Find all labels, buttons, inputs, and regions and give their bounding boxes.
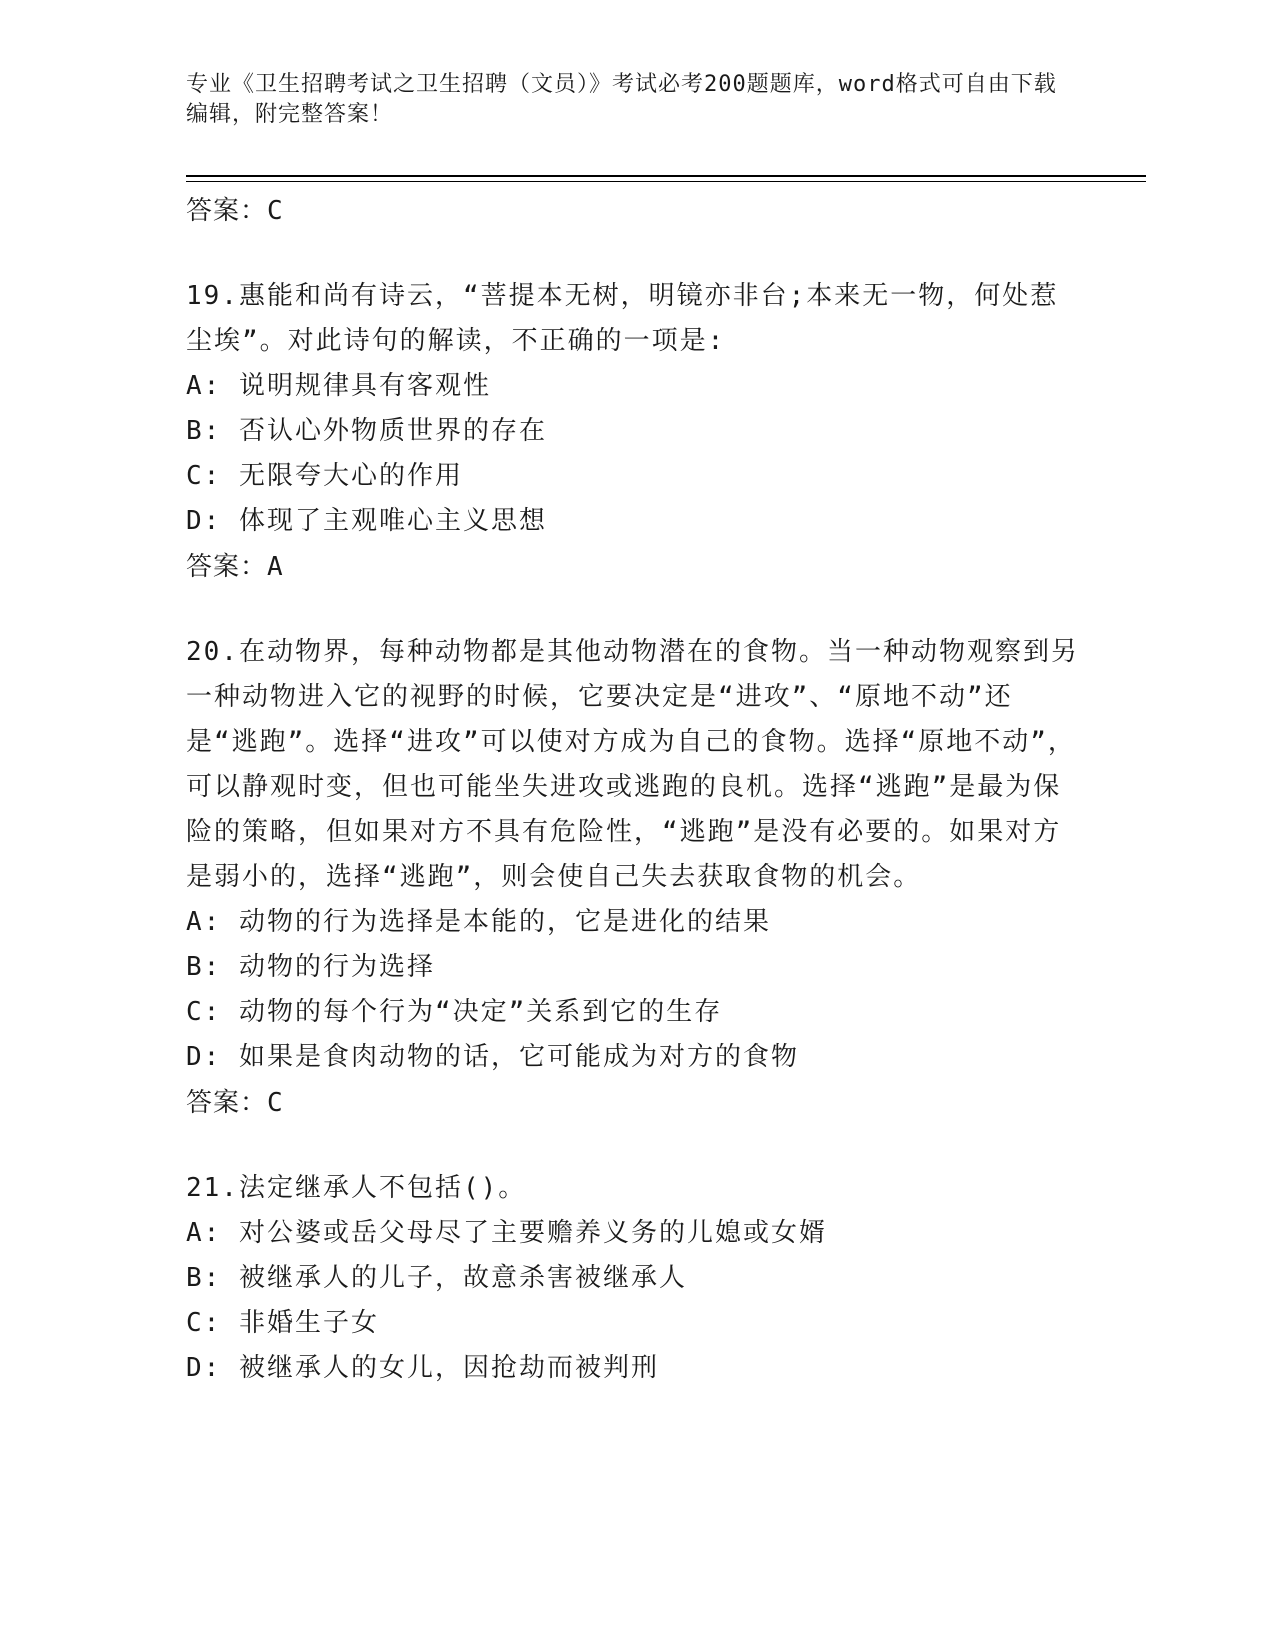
question-text: 19.惠能和尚有诗云，“菩提本无树，明镜亦非台;本来无一物，何处惹尘埃”。对此诗句的解读，不正确的一项是: bbox=[186, 281, 1059, 356]
answer-label: 答案： bbox=[186, 196, 268, 226]
option-c: C: 非婚生子女 bbox=[186, 1308, 379, 1338]
answer-label: 答案： bbox=[186, 1088, 268, 1118]
header-divider-thin bbox=[186, 181, 1146, 182]
document-header bbox=[186, 70, 1066, 130]
answer-value: C bbox=[267, 1088, 284, 1118]
option-c: C: 动物的每个行为“决定”关系到它的生存 bbox=[186, 997, 723, 1027]
option-d: D: 如果是食肉动物的话，它可能成为对方的食物 bbox=[186, 1042, 799, 1072]
option-a: A: 说明规律具有客观性 bbox=[186, 371, 491, 401]
answer-label: 答案： bbox=[186, 552, 268, 582]
option-d: D: 体现了主观唯心主义思想 bbox=[186, 506, 547, 536]
answer-line bbox=[186, 1080, 1086, 1126]
question-block bbox=[186, 630, 1086, 1126]
question-text: 21.法定继承人不包括()。 bbox=[186, 1173, 527, 1203]
header-text: 专业《卫生招聘考试之卫生招聘（文员）》考试必考200题题库，word格式可自由下载编辑，附完整答案！ bbox=[186, 72, 1057, 127]
document-body bbox=[186, 188, 1086, 1391]
answer-line bbox=[186, 544, 1086, 590]
option-a: A: 对公婆或岳父母尽了主要赡养义务的儿媳或女婿 bbox=[186, 1218, 827, 1248]
question-block bbox=[186, 1166, 1086, 1391]
option-b: B: 被继承人的儿子，故意杀害被继承人 bbox=[186, 1263, 687, 1293]
option-b: B: 动物的行为选择 bbox=[186, 952, 435, 982]
question-text: 20.在动物界，每种动物都是其他动物潜在的食物。当一种动物观察到另一种动物进入它的视野的时候，它要决定是“进攻”、“原地不动”还是“逃跑”。选择“进攻”可以使对方成为自己的食物。选择“原地不动”，可以静观时变，但也可能坐失进攻或逃跑的良机。选择“逃跑”是最为保险的策略，但如果对方不具有危险性，“逃跑”是没有必要的。如果对方是弱小的，选择“逃跑”，则会使自己失去获取食物的机会。 bbox=[186, 637, 1079, 892]
option-c: C: 无限夸大心的作用 bbox=[186, 461, 463, 491]
option-d: D: 被继承人的女儿，因抢劫而被判刑 bbox=[186, 1353, 659, 1383]
option-a: A: 动物的行为选择是本能的，它是进化的结果 bbox=[186, 907, 771, 937]
question-block bbox=[186, 274, 1086, 590]
answer-value: C bbox=[267, 196, 284, 226]
option-b: B: 否认心外物质世界的存在 bbox=[186, 416, 547, 446]
answer-value: A bbox=[267, 552, 284, 582]
header-divider-thick bbox=[186, 175, 1146, 177]
answer-line bbox=[186, 188, 1086, 234]
